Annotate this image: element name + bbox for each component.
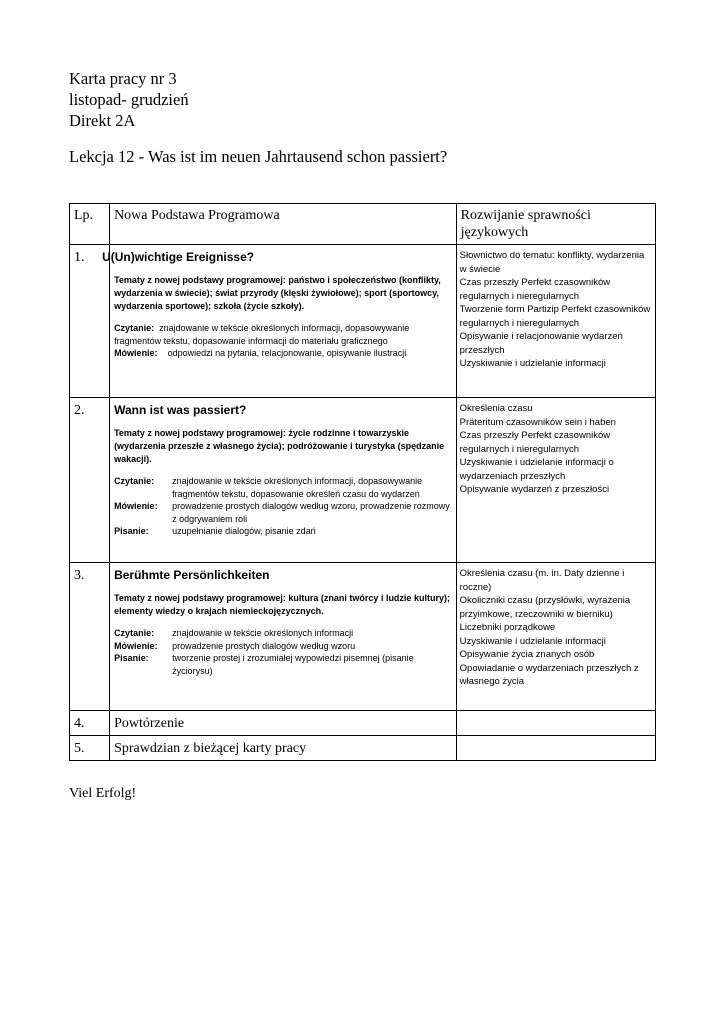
skills-list xyxy=(114,475,452,538)
skill-speaking: Mówienie: prowadzenie prostych dialogów według wzoru xyxy=(114,640,356,651)
worksheet-period: listopad- grudzień xyxy=(69,90,189,109)
topic-title: Wann ist was passiert? xyxy=(114,403,247,417)
skill-item: Czas przeszły Perfekt czasowników regularnych i nieregularnych xyxy=(459,277,611,302)
skill-item: Słownictwo do tematu: konflikty, wydarzenia w świecie xyxy=(459,250,645,275)
curriculum-cell xyxy=(110,398,457,563)
curriculum-topics: Tematy z nowej podstawy programowej: państwo i społeczeństwo (konflikty, wydarzenia w świecie); świat przyrody (klęski żywiołowe); sport (sportowcy, wydarzenia sportowe); szkoła (życie szkoły). xyxy=(114,275,441,311)
topic-title: U(Un)wichtige Ereignisse? xyxy=(102,250,255,264)
header-core-curriculum: Nowa Podstawa Programowa xyxy=(110,204,457,245)
language-skills-cell xyxy=(456,711,655,736)
textbook-name: Direkt 2A xyxy=(69,111,136,130)
header-lp: Lp. xyxy=(70,204,110,245)
skill-item: Opisywanie życia znanych osób xyxy=(459,649,595,660)
topic-title: Berühmte Persönlichkeiten xyxy=(114,568,270,582)
skill-writing: Pisanie: tworzenie prostej i zrozumiałej wypowiedzi pisemnej (pisanie życiorysu) xyxy=(114,653,414,676)
language-skills-cell xyxy=(456,398,655,563)
skill-item: Określenia czasu (m. in. Daty dzienne i roczne) xyxy=(459,568,625,593)
topic-title: Powtórzenie xyxy=(110,711,457,736)
row-number: 1. xyxy=(70,245,110,398)
skill-reading: Czytanie: znajdowanie w tekście określonych informacji xyxy=(114,628,354,638)
curriculum-topics: Tematy z nowej podstawy programowej: kultura (znani twórcy i ludzie kultury); elementy wiedzy o krajach niemieckojęzycznych. xyxy=(114,593,450,616)
curriculum-cell xyxy=(110,563,457,711)
skill-item: Określenia czasu xyxy=(459,403,533,414)
skill-item: Czas przeszły Perfekt czasowników regularnych i nieregularnych xyxy=(459,430,611,455)
curriculum-topics: Tematy z nowej podstawy programowej: życie rodzinne i towarzyskie (wydarzenia przeszłe z własnego życia); podróżowanie i turystyka (spędzanie wakacji). xyxy=(114,428,445,464)
skill-item: Opowiadanie o wydarzeniach przeszłych z własnego życia xyxy=(459,662,639,687)
worksheet-number: Karta pracy nr 3 xyxy=(69,69,177,88)
topic-title: Sprawdzian z bieżącej karty pracy xyxy=(110,736,457,761)
skill-item: Okoliczniki czasu (przysłówki, wyrażenia przyimkowe, rzeczowniki w bierniku) xyxy=(459,595,631,620)
row-number: 5. xyxy=(70,736,110,761)
skill-item: Opisywanie i relacjonowanie wydarzeń przeszłych xyxy=(459,331,623,356)
skills-list xyxy=(114,627,452,677)
table-row xyxy=(70,736,656,761)
skill-item: Tworzenie form Partizip Perfekt czasowników regularnych i nieregularnych xyxy=(459,304,651,329)
header-language-skills: Rozwijanie sprawności językowych xyxy=(456,204,655,245)
row-number: 3. xyxy=(70,563,110,711)
skill-reading: Czytanie: znajdowanie w tekście określonych informacji, dopasowywanie fragmentów tekstu, dopasowanie określeń czasu do wydarzeń xyxy=(114,476,423,499)
curriculum-cell xyxy=(102,245,457,398)
closing-note: Viel Erfolg! xyxy=(69,786,137,801)
skills-list xyxy=(114,322,452,360)
table-row xyxy=(70,563,656,711)
skill-item: Uzyskiwanie i udzielanie informacji xyxy=(459,358,606,369)
skill-writing: Pisanie: uzupełnianie dialogów, pisanie zdań xyxy=(114,526,316,536)
row-number: 4. xyxy=(70,711,110,736)
language-skills-cell xyxy=(456,736,655,761)
table-row xyxy=(70,398,656,563)
table-row xyxy=(70,245,656,398)
skill-item: Opisywanie wydarzeń z przeszłości xyxy=(459,484,610,495)
skill-speaking: Mówienie: odpowiedzi na pytania, relacjonowanie, opisywanie ilustracji xyxy=(114,348,407,358)
language-skills-cell xyxy=(456,563,655,711)
lesson-title: Lekcja 12 - Was ist im neuen Jahrtausend schon passiert? xyxy=(69,147,448,166)
skill-item: Liczebniki porządkowe xyxy=(459,622,556,633)
table-header-row xyxy=(70,204,656,245)
skill-speaking: Mówienie: prowadzenie prostych dialogów według wzoru, prowadzenie rozmowy z odgrywaniem roli xyxy=(114,501,450,524)
table-row xyxy=(70,711,656,736)
skill-reading: Czytanie: znajdowanie w tekście określonych informacji, dopasowywanie fragmentów tekstu, dopasowanie informacji do materiału graficznego xyxy=(114,323,410,346)
worksheet-header xyxy=(69,68,189,131)
skill-item: Präteritum czasowników sein i haben xyxy=(459,416,616,428)
skill-item: Uzyskiwanie i udzielanie informacji xyxy=(459,635,606,647)
lesson-plan-table xyxy=(69,203,656,761)
language-skills-cell xyxy=(456,245,655,398)
skill-item: Uzyskiwanie i udzielanie informacji o wydarzeniach przeszłych xyxy=(459,457,614,482)
row-number: 2. xyxy=(70,398,110,563)
